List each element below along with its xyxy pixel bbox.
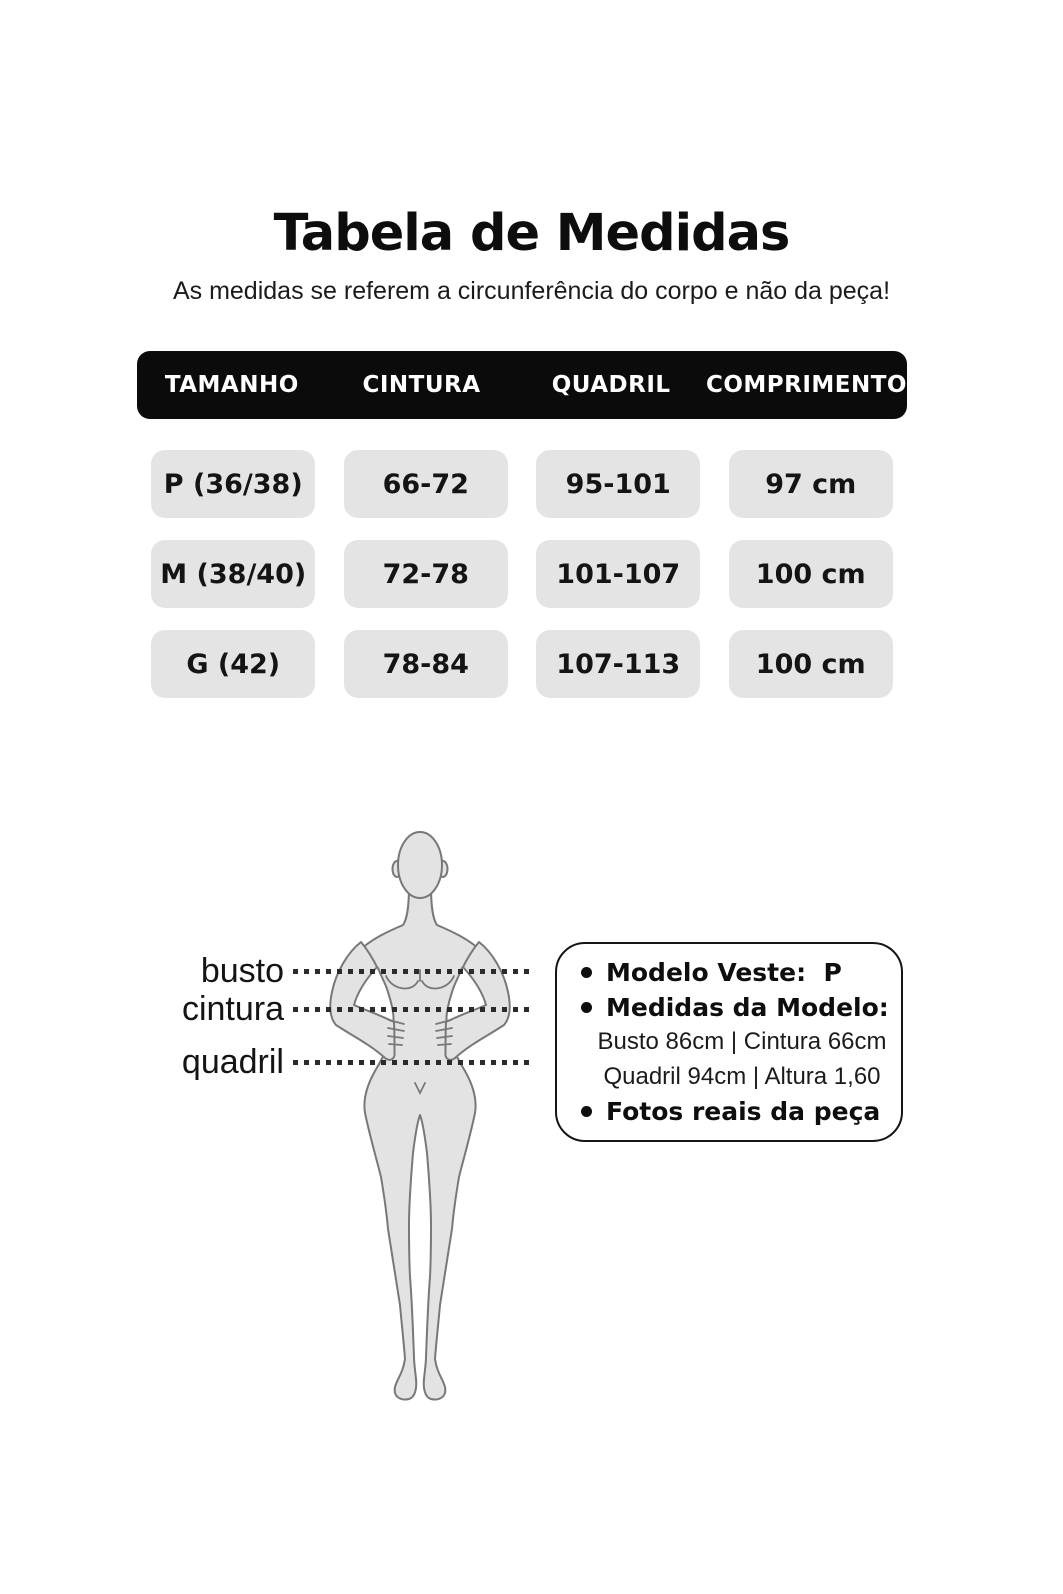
cell-length-g: 100 cm <box>729 630 893 698</box>
hip-label: quadril <box>181 1043 284 1081</box>
header-comprimento: COMPRIMENTO <box>705 372 907 398</box>
hip-height-measurements: Quadril 94cm | Altura 1,60 <box>603 1062 881 1090</box>
cell-size-g: G (42) <box>151 630 315 698</box>
bust-waist-measurements: Busto 86cm | Cintura 66cm <box>597 1028 887 1056</box>
real-photos-line <box>573 1097 887 1126</box>
cell-size-p: P (36/38) <box>151 450 315 518</box>
cell-length-p: 97 cm <box>729 450 893 518</box>
cell-waist-p: 66-72 <box>344 450 508 518</box>
bust-measure-row <box>148 953 535 989</box>
header-cintura: CINTURA <box>362 372 481 398</box>
hip-measure-row <box>148 1044 535 1080</box>
waist-label: cintura <box>181 990 284 1028</box>
table-row <box>137 450 907 518</box>
header-quadril: QUADRIL <box>551 372 671 398</box>
table-row <box>137 630 907 698</box>
cell-waist-g: 78-84 <box>344 630 508 698</box>
real-photos-text: Fotos reais da peça <box>606 1096 881 1126</box>
bust-label: busto <box>200 952 284 990</box>
body-silhouette-figure <box>310 820 530 1405</box>
model-wears-text: Modelo Veste: P <box>606 958 842 988</box>
bullet-icon <box>581 967 592 978</box>
cell-length-m: 100 cm <box>729 540 893 608</box>
header-tamanho: TAMANHO <box>164 372 299 398</box>
bullet-icon <box>581 1002 592 1013</box>
page-subtitle: As medidas se referem a circunferência do corpo e não da peça! <box>172 277 891 305</box>
model-wears-line <box>573 958 887 987</box>
cell-size-m: M (38/40) <box>151 540 315 608</box>
bust-dotted-line <box>293 969 535 974</box>
cell-hip-p: 95-101 <box>536 450 700 518</box>
waist-measure-row <box>148 991 535 1027</box>
bullet-icon <box>581 1106 592 1117</box>
cell-hip-m: 101-107 <box>536 540 700 608</box>
cell-hip-g: 107-113 <box>536 630 700 698</box>
waist-dotted-line <box>293 1007 535 1012</box>
hip-dotted-line <box>293 1060 535 1065</box>
model-info-box <box>555 942 903 1142</box>
cell-waist-m: 72-78 <box>344 540 508 608</box>
size-table <box>137 351 907 720</box>
page-title: Tabela de Medidas <box>273 204 790 263</box>
model-measurements-text: Medidas da Modelo: <box>606 993 889 1023</box>
table-row <box>137 540 907 608</box>
size-table-header <box>137 351 907 419</box>
model-measurements-heading <box>573 993 887 1022</box>
head-shape <box>398 832 442 898</box>
